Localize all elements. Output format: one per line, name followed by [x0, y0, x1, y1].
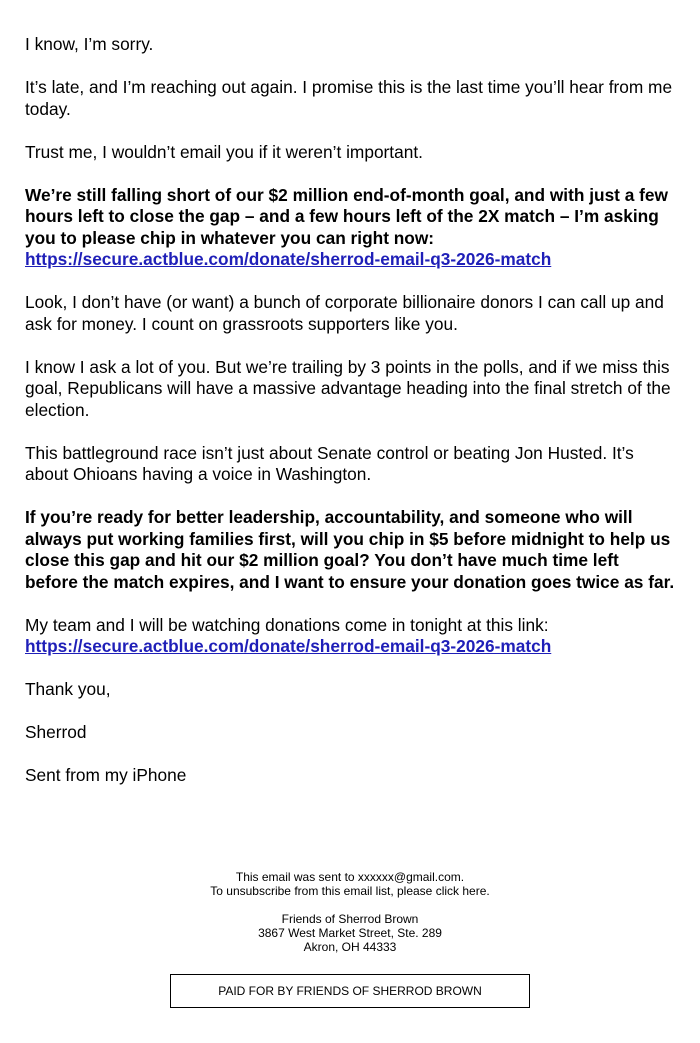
- email-thank-you: Thank you,: [25, 679, 111, 699]
- recipient-email-link[interactable]: xxxxxx@gmail.com: [357, 870, 461, 884]
- email-footer: [0, 870, 700, 968]
- email-sent-from: Sent from my iPhone: [25, 765, 187, 785]
- footer-address: [0, 912, 700, 954]
- paid-for-disclaimer: PAID FOR BY FRIENDS OF SHERROD BROWN: [170, 974, 530, 1008]
- donate-link-2[interactable]: https://secure.actblue.com/donate/sherrod-email-q3-2026-match: [25, 636, 552, 656]
- sent-to-prefix: This email was sent to: [235, 870, 358, 884]
- email-paragraph-race: This battleground race isn’t just about Senate control or beating Jon Husted. It’s about Ohioans having a voice in Washington.: [25, 442, 634, 484]
- unsubscribe-suffix: .: [486, 884, 490, 898]
- email-body: [25, 34, 675, 808]
- email-paragraph-team: [25, 615, 675, 658]
- sent-to-suffix: .: [460, 870, 465, 884]
- email-bold-block-goal: [25, 185, 675, 271]
- org-name: Friends of Sherrod Brown: [281, 912, 419, 926]
- email-paragraph-late: It’s late, and I’m reaching out again. I promise this is the last time you’ll hear from me today.: [25, 77, 673, 119]
- street-address: 3867 West Market Street, Ste. 289: [258, 926, 442, 940]
- email-paragraph-trust: Trust me, I wouldn’t email you if it weren’t important.: [25, 141, 423, 162]
- team-watching-text: My team and I will be watching donations come in tonight at this link:: [25, 614, 549, 635]
- email-paragraph-polls: I know I ask a lot of you. But we’re trailing by 3 points in the polls, and if we miss this goal, Republicans will have a massive advantage heading into the final stretch of the election.: [25, 356, 671, 420]
- donate-link-1[interactable]: https://secure.actblue.com/donate/sherrod-email-q3-2026-match: [25, 249, 552, 269]
- email-paragraph-grassroots: Look, I don’t have (or want) a bunch of corporate billionaire donors I can call up and ask for money. I count on grassroots supporters like you.: [25, 292, 664, 334]
- email-bold-block-leadership: If you’re ready for better leadership, accountability, and someone who will always put working families first, will you chip in $5 before midnight to help us close this gap and hit our $2 million goal? You don’t have much time left before the match expires, and I want to ensure your donation goes twice as far.: [25, 507, 675, 592]
- email-paragraph-apology: I know, I’m sorry.: [25, 34, 154, 54]
- city-state-zip: Akron, OH 44333: [303, 940, 397, 954]
- unsubscribe-prefix: To unsubscribe from this email list, please: [210, 884, 436, 898]
- footer-recipient-info: [0, 870, 700, 898]
- email-signature: Sherrod: [25, 722, 87, 742]
- goal-ask-text: We’re still falling short of our $2 million end-of-month goal, and with just a few hours left to close the gap – and a few hours left of the 2X match – I’m asking you to please chip in whatever you can right now:: [25, 184, 668, 248]
- unsubscribe-link[interactable]: click here: [435, 884, 487, 898]
